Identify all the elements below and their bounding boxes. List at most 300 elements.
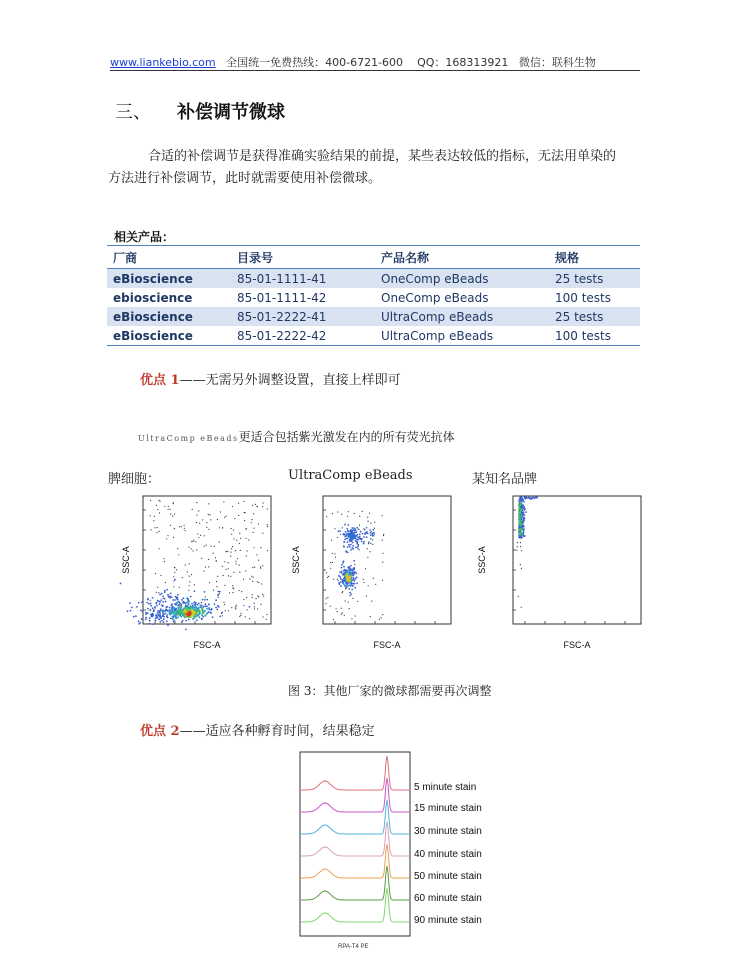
- scatter-point: [218, 606, 220, 608]
- scatter-point: [197, 612, 199, 614]
- scatter-point: [262, 616, 263, 617]
- scatter-point: [368, 543, 369, 544]
- scatter-point: [173, 576, 174, 577]
- scatter-point: [214, 546, 215, 547]
- scatter-point: [173, 537, 174, 538]
- scatter-point: [131, 607, 133, 609]
- scatter-point: [158, 592, 159, 593]
- scatter-point: [160, 599, 162, 601]
- scatter-point: [206, 599, 208, 601]
- scatter-point: [521, 550, 522, 551]
- scatter-point: [204, 546, 205, 547]
- scatter-point: [189, 611, 191, 613]
- scatter-point: [201, 618, 203, 620]
- scatter-point: [216, 581, 217, 582]
- scatter-point: [260, 566, 261, 567]
- scatter-point: [258, 560, 259, 561]
- scatter-point: [196, 619, 198, 621]
- scatter-point: [257, 581, 258, 582]
- scatter-point: [157, 587, 158, 588]
- scatter-point: [348, 588, 350, 590]
- scatter-point: [344, 536, 346, 538]
- scatter-point: [194, 606, 196, 608]
- scatter-point: [338, 580, 339, 581]
- scatter-point: [241, 591, 242, 592]
- scatter-point: [529, 497, 531, 499]
- scatter-point: [216, 609, 218, 611]
- scatter-point: [261, 583, 262, 584]
- scatter-point: [189, 576, 190, 577]
- scatter-point: [262, 506, 263, 507]
- scatter-point: [341, 514, 342, 515]
- scatter-point: [240, 613, 241, 614]
- products-table-title: 相关产品：: [114, 230, 175, 244]
- cell-catalog: 85-01-2222-41: [231, 307, 375, 326]
- scatter-point: [337, 511, 338, 512]
- scatter-point: [202, 612, 204, 614]
- scatter-point: [382, 515, 383, 516]
- scatter-point: [522, 522, 524, 524]
- scatter-point: [208, 607, 210, 609]
- scatter-point: [520, 525, 522, 527]
- scatter-point: [207, 612, 209, 614]
- scatter-point: [346, 528, 348, 530]
- scatter-point: [135, 615, 137, 617]
- scatter-point: [188, 600, 190, 602]
- scatter-point: [263, 596, 264, 597]
- scatter-point: [232, 587, 233, 588]
- scatter-point: [328, 576, 329, 577]
- scatter-point: [367, 557, 368, 558]
- scatter-point: [233, 572, 234, 573]
- col-header-size: 规格: [549, 246, 640, 269]
- scatter-point: [163, 621, 165, 623]
- scatter-point: [331, 540, 332, 541]
- scatter-point: [235, 550, 236, 551]
- scatter-point: [519, 519, 521, 521]
- scatter-point: [185, 629, 187, 631]
- scatter-point: [231, 534, 232, 535]
- scatter-point: [520, 546, 521, 547]
- scatter-point: [226, 516, 227, 517]
- scatter-point: [341, 608, 342, 609]
- scatter-point: [206, 527, 207, 528]
- scatter-point: [260, 604, 261, 605]
- legend-item: 50 minute stain: [414, 871, 482, 882]
- scatter-point: [239, 543, 240, 544]
- scatter-point: [176, 597, 178, 599]
- scatter-point: [366, 527, 368, 529]
- scatter-point: [150, 603, 152, 605]
- scatter-point: [356, 572, 358, 574]
- scatter-point: [138, 620, 140, 622]
- scatter-point: [373, 529, 375, 531]
- scatter-plot-ultracomp: [285, 490, 455, 655]
- figure-caption: 图 3：其他厂家的微球都需要再次调整: [288, 684, 492, 698]
- scatter-point: [346, 585, 348, 587]
- header-divider: [110, 70, 640, 71]
- scatter-point: [224, 561, 225, 562]
- scatter-point: [172, 616, 174, 618]
- scatter-point: [367, 548, 368, 549]
- scatter-point: [176, 602, 178, 604]
- scatter-point: [173, 586, 174, 587]
- scatter-point: [213, 553, 214, 554]
- scatter-point: [191, 541, 192, 542]
- scatter-point: [347, 575, 349, 577]
- scatter-point: [251, 519, 252, 520]
- scatter-point: [159, 531, 160, 532]
- plot-label-ultracomp: UltraComp eBeads: [288, 468, 413, 483]
- scatter-point: [517, 546, 518, 547]
- scatter-point: [205, 596, 206, 597]
- scatter-point: [231, 607, 232, 608]
- scatter-point: [352, 585, 354, 587]
- scatter-point: [342, 527, 343, 528]
- scatter-point: [162, 596, 164, 598]
- scatter-point: [218, 597, 219, 598]
- scatter-point: [164, 591, 166, 593]
- scatter-point: [188, 546, 189, 547]
- scatter-point: [193, 617, 195, 619]
- scatter-point: [198, 537, 199, 538]
- scatter-point: [129, 602, 131, 604]
- scatter-point: [195, 541, 196, 542]
- scatter-point: [210, 519, 211, 520]
- scatter-point: [217, 576, 218, 577]
- scatter-point: [346, 569, 348, 571]
- scatter-point: [519, 501, 521, 503]
- scatter-point: [267, 614, 268, 615]
- beads-product-name: UltraComp eBeads: [138, 434, 239, 443]
- scatter-point: [345, 551, 347, 553]
- scatter-point: [263, 502, 264, 503]
- scatter-point: [181, 526, 182, 527]
- scatter-point: [193, 614, 195, 616]
- scatter-point: [208, 514, 209, 515]
- scatter-point: [383, 553, 384, 554]
- scatter-point: [176, 610, 178, 612]
- scatter-point: [232, 506, 233, 507]
- scatter-point: [255, 504, 256, 505]
- scatter-point: [178, 554, 179, 555]
- scatter-point: [351, 527, 353, 529]
- scatter-point: [170, 513, 171, 514]
- scatter-point: [166, 589, 168, 591]
- scatter-point: [343, 541, 345, 543]
- scatter-point: [230, 556, 231, 557]
- table-header-row: [107, 246, 640, 269]
- scatter-point: [235, 606, 236, 607]
- scatter-point: [136, 606, 138, 608]
- scatter-point: [145, 612, 147, 614]
- scatter-point: [165, 613, 167, 615]
- scatter-point: [262, 565, 263, 566]
- scatter-point: [145, 619, 147, 621]
- scatter-point: [365, 568, 366, 569]
- scatter-point: [243, 501, 244, 502]
- scatter-point: [350, 565, 352, 567]
- scatter-point: [191, 548, 192, 549]
- scatter-point: [356, 541, 358, 543]
- scatter-point: [525, 511, 527, 513]
- scatter-point: [236, 540, 237, 541]
- scatter-point: [370, 523, 371, 524]
- scatter-point: [254, 606, 255, 607]
- scatter-point: [203, 571, 204, 572]
- scatter-point: [154, 527, 155, 528]
- scatter-point: [198, 510, 199, 511]
- scatter-point: [347, 579, 349, 581]
- scatter-point: [243, 605, 244, 606]
- scatter-plot-brand: [475, 490, 645, 655]
- scatter-point: [355, 535, 357, 537]
- advantage-1-text: ——无需另外调整设置，直接上样即可: [179, 373, 401, 388]
- scatter-point: [347, 530, 349, 532]
- scatter-point: [194, 590, 196, 592]
- scatter-point: [374, 528, 375, 529]
- scatter-point: [252, 581, 253, 582]
- scatter-point: [198, 610, 200, 612]
- scatter-point: [349, 592, 351, 594]
- scatter-point: [337, 537, 338, 538]
- scatter-point: [369, 529, 371, 531]
- scatter-point: [356, 583, 358, 585]
- scatter-point: [216, 586, 217, 587]
- scatter-point: [352, 533, 354, 535]
- table-row: [107, 307, 640, 326]
- scatter-point: [244, 512, 245, 513]
- scatter-point: [225, 551, 226, 552]
- scatter-point: [224, 604, 225, 605]
- scatter-point: [350, 593, 352, 595]
- scatter-point: [200, 535, 201, 536]
- scatter-point: [219, 593, 220, 594]
- scatter-point: [349, 608, 350, 609]
- scatter-point: [327, 577, 328, 578]
- scatter-point: [173, 607, 175, 609]
- scatter-point: [157, 509, 158, 510]
- qq-text: QQ：168313921: [417, 56, 509, 69]
- scatter-point: [161, 593, 163, 595]
- scatter-point: [334, 553, 335, 554]
- scatter-point: [519, 522, 521, 524]
- scatter-point: [517, 542, 518, 543]
- scatter-point: [521, 607, 522, 608]
- scatter-point: [159, 603, 161, 605]
- scatter-point: [235, 607, 236, 608]
- y-axis-label: SSC-A: [291, 546, 301, 574]
- scatter-point: [157, 600, 159, 602]
- website-link[interactable]: www.liankebio.com: [110, 56, 216, 69]
- scatter-point: [176, 569, 177, 570]
- scatter-point: [348, 544, 350, 546]
- scatter-point: [232, 546, 233, 547]
- scatter-point: [146, 602, 148, 604]
- scatter-point: [523, 501, 525, 503]
- scatter-point: [151, 529, 152, 530]
- scatter-point: [352, 529, 354, 531]
- scatter-point: [202, 599, 204, 601]
- scatter-point: [228, 562, 229, 563]
- scatter-point: [158, 618, 160, 620]
- scatter-point: [519, 532, 521, 534]
- scatter-point: [262, 533, 263, 534]
- scatter-point: [175, 608, 177, 610]
- scatter-point: [355, 615, 356, 616]
- scatter-point: [234, 518, 235, 519]
- scatter-point: [160, 608, 162, 610]
- intro-line-2: 方法进行补偿调节，此时就需要使用补偿微球。: [108, 171, 382, 186]
- scatter-point: [519, 503, 521, 505]
- scatter-point: [156, 592, 157, 593]
- cell-catalog: 85-01-2222-42: [231, 326, 375, 346]
- col-header-vendor: 厂商: [107, 246, 231, 269]
- scatter-point: [352, 583, 354, 585]
- scatter-point: [161, 620, 163, 622]
- scatter-point: [374, 533, 376, 535]
- scatter-point: [343, 566, 345, 568]
- scatter-point: [159, 501, 160, 502]
- scatter-point: [352, 542, 354, 544]
- scatter-point: [356, 527, 358, 529]
- scatter-point: [163, 616, 165, 618]
- scatter-point: [145, 617, 147, 619]
- scatter-point: [372, 532, 374, 534]
- scatter-point: [248, 539, 249, 540]
- scatter-point: [360, 531, 362, 533]
- scatter-point: [193, 541, 194, 542]
- scatter-point: [243, 599, 244, 600]
- scatter-point: [233, 530, 234, 531]
- scatter-point: [372, 544, 373, 545]
- scatter-point: [215, 599, 217, 601]
- scatter-point: [348, 511, 349, 512]
- scatter-point: [522, 499, 524, 501]
- scatter-point: [166, 610, 168, 612]
- scatter-point: [224, 517, 225, 518]
- advantage-1: [140, 369, 401, 388]
- scatter-point: [219, 616, 221, 618]
- scatter-point: [177, 616, 179, 618]
- scatter-point: [247, 609, 248, 610]
- scatter-point: [337, 579, 338, 580]
- scatter-point: [179, 609, 181, 611]
- scatter-point: [208, 559, 209, 560]
- scatter-point: [149, 617, 151, 619]
- scatter-point: [141, 618, 143, 620]
- scatter-point: [120, 583, 122, 585]
- scatter-point: [353, 567, 355, 569]
- scatter-point: [371, 601, 372, 602]
- scatter-point: [354, 587, 356, 589]
- scatter-point: [361, 541, 363, 543]
- scatter-point: [173, 502, 174, 503]
- scatter-point: [133, 616, 135, 618]
- scatter-point: [363, 543, 365, 545]
- scatter-point: [163, 558, 164, 559]
- legend-item: 15 minute stain: [414, 803, 482, 814]
- advantage-1-label: 优点 1: [140, 373, 180, 388]
- products-table: [107, 245, 640, 346]
- scatter-point: [267, 508, 268, 509]
- scatter-point: [531, 497, 533, 499]
- scatter-point: [166, 616, 168, 618]
- plot-label-spleen: 脾细胞：: [108, 472, 161, 487]
- scatter-point: [158, 500, 159, 501]
- scatter-point: [373, 578, 374, 579]
- scatter-point: [175, 616, 177, 618]
- scatter-point: [362, 533, 364, 535]
- scatter-point: [204, 599, 206, 601]
- scatter-point: [521, 568, 522, 569]
- scatter-point: [333, 579, 334, 580]
- scatter-point: [199, 523, 200, 524]
- scatter-point: [518, 596, 519, 597]
- legend-item: 40 minute stain: [414, 849, 482, 860]
- scatter-point: [330, 562, 331, 563]
- scatter-point: [169, 597, 171, 599]
- scatter-point: [179, 587, 180, 588]
- scatter-point: [246, 597, 247, 598]
- scatter-point: [153, 520, 154, 521]
- scatter-point: [202, 519, 203, 520]
- scatter-point: [260, 547, 261, 548]
- scatter-point: [160, 575, 161, 576]
- scatter-point: [198, 603, 200, 605]
- scatter-point: [258, 596, 259, 597]
- scatter-point: [167, 535, 168, 536]
- scatter-point: [525, 496, 527, 498]
- scatter-point: [172, 515, 173, 516]
- cell-vendor: eBioscience: [107, 307, 231, 326]
- scatter-point: [254, 547, 255, 548]
- scatter-point: [194, 584, 195, 585]
- scatter-point: [173, 580, 174, 581]
- scatter-point: [167, 594, 169, 596]
- col-header-catalog: 目录号: [231, 246, 375, 269]
- plot-frame: [323, 496, 451, 624]
- scatter-point: [155, 573, 156, 574]
- scatter-point: [239, 590, 240, 591]
- scatter-point: [354, 528, 356, 530]
- scatter-point: [249, 578, 250, 579]
- scatter-point: [177, 606, 179, 608]
- scatter-point: [174, 567, 175, 568]
- scatter-point: [357, 534, 359, 536]
- scatter-point: [219, 591, 221, 593]
- scatter-point: [223, 501, 224, 502]
- scatter-point: [206, 606, 208, 608]
- scatter-point: [370, 532, 372, 534]
- scatter-point: [152, 613, 154, 615]
- scatter-point: [332, 553, 333, 554]
- scatter-point: [362, 511, 363, 512]
- scatter-point: [347, 546, 349, 548]
- scatter-point: [355, 547, 357, 549]
- scatter-point: [352, 598, 353, 599]
- scatter-point: [201, 614, 203, 616]
- scatter-point: [382, 540, 383, 541]
- scatter-point: [245, 570, 246, 571]
- scatter-point: [342, 562, 344, 564]
- scatter-point: [189, 581, 190, 582]
- cell-catalog: 85-01-1111-42: [237, 290, 327, 305]
- scatter-point: [343, 533, 345, 535]
- cell-size: 25 tests: [549, 269, 640, 289]
- scatter-point: [238, 515, 239, 516]
- scatter-point: [240, 615, 241, 616]
